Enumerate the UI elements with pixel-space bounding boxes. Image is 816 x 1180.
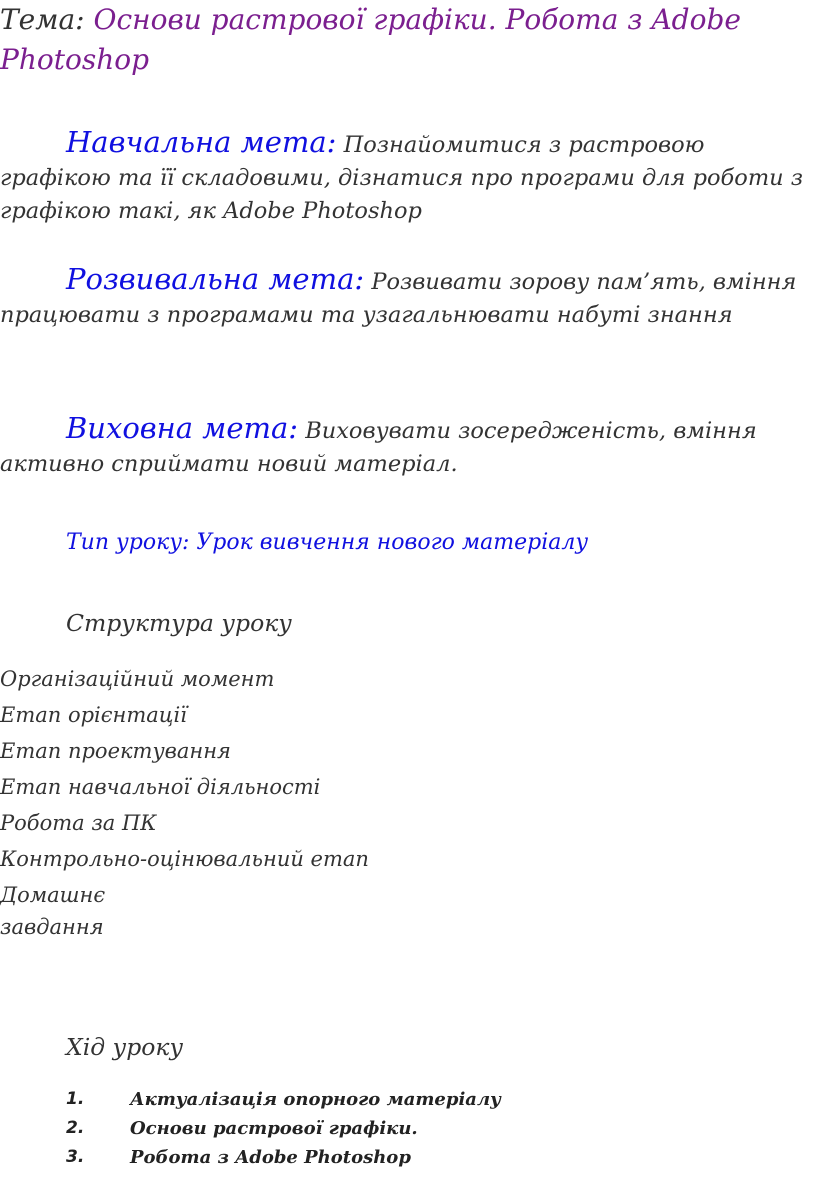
developmental-goal: [0, 263, 812, 332]
list-item: [66, 1085, 816, 1114]
course-list: [66, 1085, 816, 1172]
list-item: [66, 1143, 816, 1172]
lesson-type: Тип уроку: Урок вивчення нового матеріалу: [66, 530, 589, 555]
developmental-goal-text: Розвивати зорову пам’ять, вміння працювати з програмами та узагальнювати набуті знання: [0, 269, 797, 328]
item-number: 3.: [66, 1147, 85, 1167]
item-text: Актуалізація опорного матеріалу: [130, 1089, 501, 1110]
structure-title: Структура уроку: [66, 609, 292, 637]
developmental-goal-label: Розвивальна мета:: [66, 262, 365, 296]
list-item: [66, 1114, 816, 1143]
list-item: Етап навчальної діяльності: [0, 775, 321, 799]
lesson-topic: [0, 0, 812, 80]
list-item: Етап проектування: [0, 739, 231, 763]
structure-list: [0, 661, 812, 943]
list-item: Домашнє завдання: [0, 883, 106, 939]
educational-goal-label: Навчальна мета:: [66, 125, 337, 159]
upbringing-goal-text: Виховувати зосередженість, вміння активно сприймати новий матеріал.: [0, 418, 757, 477]
educational-goal: [0, 126, 812, 228]
list-item: Контрольно-оцінювальний етап: [0, 847, 369, 871]
item-number: 1.: [66, 1089, 85, 1109]
upbringing-goal-label: Виховна мета:: [66, 411, 299, 445]
list-item: Етап орієнтації: [0, 703, 187, 727]
course-title: Хід уроку: [66, 1033, 184, 1061]
topic-value: Основи растрової графіки. Робота з Adobe Photoshop: [0, 3, 741, 76]
item-text: Робота з Adobe Photoshop: [130, 1147, 411, 1168]
upbringing-goal: [0, 412, 812, 481]
topic-label: Тема:: [0, 3, 85, 36]
item-number: 2.: [66, 1118, 85, 1138]
list-item: Робота за ПК: [0, 811, 157, 835]
item-text: Основи растрової графіки.: [130, 1118, 418, 1139]
list-item: Організаційний момент: [0, 667, 275, 691]
educational-goal-text: Познайомитися з растровою графікою та її складовими, дізнатися про програми для роботи з графікою такі, як Adobe Photoshop: [0, 132, 804, 224]
